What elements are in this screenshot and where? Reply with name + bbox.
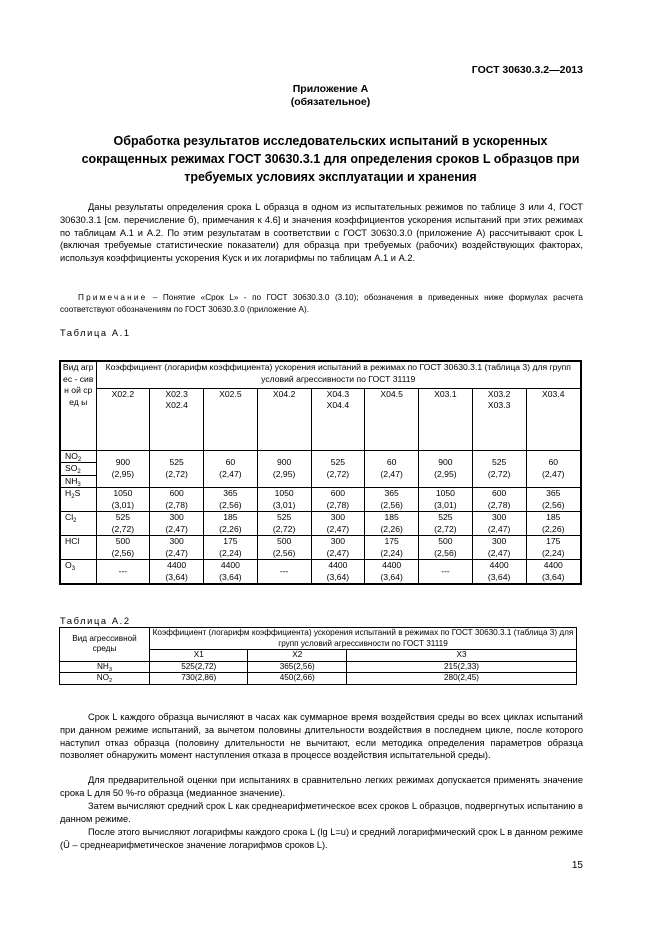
- body-paragraph-text: После этого вычисляют логарифмы каждого срока L (lg L=u) и средний логарифмический срок L в данном режиме (Ū – среднеарифметическое значение логарифмов сроков L).: [60, 827, 583, 850]
- table-a1: [59, 360, 582, 585]
- table-cell: [419, 512, 473, 536]
- table-cell: [526, 450, 581, 488]
- logarithm-value: (2,78): [326, 499, 350, 510]
- intro-text: Даны результаты определения срока L образца в одном из испытательных режимов по таблице 3 или 4, ГОСТ 30630.3.1 [см. перечисление б), примечания к 4.6] и значения коэффициентов ускорения испытаний при этих режимах по таблицам А.1 и А.2. По этим результатам в соответствии с ГОСТ 30630.3.0 (приложение А) рассчитывают срок L (включая требуемые статистические показатели) для образца при требуемых (рабочих) воздействующих факторах, используя коэффициенты ускорения Kуск и их логарифмы по таблицам А.1 и А.2.: [60, 202, 583, 264]
- logarithm-value: (3,64): [165, 571, 188, 582]
- logarithm-value: (3,64): [487, 571, 511, 582]
- logarithm-value: (2,47): [487, 547, 511, 558]
- table-column-header-row: [60, 388, 581, 450]
- coefficient-value: 600: [169, 488, 184, 498]
- coefficient-value: 300: [169, 536, 184, 546]
- coefficient-value: 900: [115, 457, 131, 468]
- table-cell: [257, 512, 311, 536]
- coefficient-value: 60: [386, 457, 397, 468]
- table-cell: [526, 560, 581, 585]
- coefficient-value: 175: [223, 536, 238, 546]
- coefficient-value: 4400: [167, 560, 187, 570]
- note-label: Примечание: [78, 293, 148, 302]
- table1-caption: Таблица А.1: [60, 328, 131, 338]
- body-paragraph-text: Для предварительной оценки при испытаниях в сравнительно легких режимах допускается применять значение срока L для 50 %-го образца (медианное значение).: [60, 775, 583, 798]
- logarithm-value: (2,56): [111, 547, 135, 558]
- table-cell: [472, 536, 526, 560]
- table-cell: [365, 512, 419, 536]
- coefficient-value: 525: [491, 457, 507, 468]
- table-cell: [365, 560, 419, 585]
- table-span-header: Коэффициент (логарифм коэффициента) ускорения испытаний в режимах по ГОСТ 30630.3.1 (таблица 3) для групп условий агрессивности по ГОСТ 31119: [96, 361, 581, 388]
- logarithm-value: (2,47): [219, 468, 242, 479]
- body-paragraph: [60, 826, 583, 852]
- table-span-header: Коэффициент (логарифм коэффициента) ускорения испытаний в режимах по ГОСТ 30630.3.1 (таблица 3) для групп условий агрессивности по ГОСТ 31119: [150, 628, 577, 650]
- logarithm-value: (2,72): [487, 468, 511, 479]
- env-label: $O_3$: [65, 560, 76, 572]
- table-cell: [204, 450, 258, 488]
- table-cell: 215(2,33): [347, 661, 577, 673]
- coefficient-value: 185: [223, 512, 238, 522]
- coefficient-value: 1050: [274, 488, 294, 498]
- table-cell: [96, 536, 150, 560]
- coefficient-value: 300: [491, 512, 507, 522]
- main-title: [60, 132, 601, 186]
- note: [60, 292, 583, 315]
- coefficient-value: 525: [438, 512, 453, 522]
- coefficient-value: 4400: [220, 560, 240, 570]
- table-cell: [365, 536, 419, 560]
- logarithm-value: (3,64): [219, 571, 242, 582]
- table-cell: [257, 560, 311, 585]
- table-a2: [59, 627, 577, 685]
- coefficient-value: 4400: [543, 560, 563, 570]
- body-paragraph: [60, 800, 583, 826]
- appendix-heading: [0, 83, 661, 109]
- coefficient-value: 300: [330, 512, 346, 522]
- table-cell: [150, 560, 204, 585]
- logarithm-value: (2,95): [111, 468, 135, 479]
- column-header: X02.5: [204, 388, 258, 450]
- page-number: 15: [571, 860, 583, 871]
- table-cell: [204, 560, 258, 585]
- coefficient-value: 365: [223, 488, 238, 498]
- table-cell: [311, 512, 365, 536]
- coefficient-value: 4400: [328, 560, 348, 570]
- logarithm-value: (2,56): [219, 499, 242, 510]
- table2-caption: Таблица А.2: [60, 616, 131, 626]
- logarithm-value: (3,01): [272, 499, 296, 510]
- table-cell: [311, 536, 365, 560]
- logarithm-value: (2,56): [542, 499, 565, 510]
- logarithm-value: (2,56): [434, 547, 457, 558]
- logarithm-value: (2,47): [487, 523, 511, 534]
- env-cell: [60, 560, 96, 585]
- table-cell: [472, 560, 526, 585]
- main-title-line: Обработка результатов исследовательских испытаний в ускоренных: [113, 134, 548, 148]
- table-cell: [150, 512, 204, 536]
- env-cell: $NO_2$: [60, 673, 150, 685]
- table-cell: [257, 450, 311, 488]
- table-header-row: [60, 361, 581, 388]
- logarithm-value: (2,56): [380, 499, 403, 510]
- env-label: $Cl_2$: [65, 512, 77, 524]
- coefficient-value: ---: [441, 565, 450, 576]
- env-cell: [60, 450, 96, 488]
- env-label: HCl: [65, 536, 80, 546]
- table-row-cl2: [60, 512, 581, 536]
- logarithm-value: (2,72): [165, 468, 188, 479]
- table-corner-header: Вид агрессивной среды: [60, 628, 150, 662]
- body-paragraph-text: Затем вычисляют средний срок L как среднеарифметическое всех сроков L образцов, подвергнутых испытанию в данном режиме.: [60, 801, 583, 824]
- main-title-line: сокращенных режимах ГОСТ 30630.3.1 для определения сроков L образцов при: [81, 152, 580, 166]
- coefficient-value: 525: [330, 457, 346, 468]
- column-header: X03.1: [419, 388, 473, 450]
- logarithm-value: (3,01): [111, 499, 135, 510]
- table-cell: [365, 488, 419, 512]
- coefficient-value: 600: [330, 488, 346, 498]
- column-header: X02.3 X02.4: [150, 388, 204, 450]
- table-cell: [204, 512, 258, 536]
- coefficient-value: 300: [169, 512, 184, 522]
- body-paragraph: [60, 774, 583, 800]
- coefficient-value: 500: [438, 536, 453, 546]
- coefficient-value: 1050: [435, 488, 455, 498]
- logarithm-value: (2,26): [219, 523, 242, 534]
- coefficient-value: 900: [276, 457, 292, 468]
- table-cell: [526, 512, 581, 536]
- table-cell: [257, 536, 311, 560]
- logarithm-value: (3,64): [326, 571, 350, 582]
- logarithm-value: (2,72): [326, 468, 350, 479]
- coefficient-value: 525: [276, 512, 292, 522]
- table-cell: 730(2,86): [150, 673, 248, 685]
- note-text: – Понятие «Срок L» - по ГОСТ 30630.3.0 (3.10); обозначения в приведенных ниже формулах расчета соответствуют обозначениям по ГОСТ 30630.3.0 (приложение А).: [60, 293, 583, 314]
- logarithm-value: (2,47): [165, 523, 188, 534]
- table-cell: 525(2,72): [150, 661, 248, 673]
- logarithm-value: (2,47): [380, 468, 403, 479]
- table-cell: [419, 536, 473, 560]
- coefficient-value: 60: [548, 457, 559, 468]
- logarithm-value: (3,64): [380, 571, 403, 582]
- table-row-no2: [60, 673, 577, 685]
- logarithm-value: (2,24): [219, 547, 242, 558]
- coefficient-value: 1050: [113, 488, 133, 498]
- column-header: X03.2 X03.3: [472, 388, 526, 450]
- logarithm-value: (3,64): [542, 571, 565, 582]
- coefficient-value: 900: [438, 457, 453, 468]
- env-cell: $NH_3$: [60, 661, 150, 673]
- body-paragraph-text: Срок L каждого образца вычисляют в часах как суммарное время воздействия среды во всех циклах испытаний при данном режиме испытаний, за вычетом половины длительности воздействия в последнем цикле, после которого наступил отказ образца (половину длительности не вычитают, если методика определения параметров образца позволяет обнаружить момент наступления отказа в процессе воздействия испытательной среды).: [60, 712, 583, 761]
- coefficient-value: 60: [225, 457, 236, 468]
- table-cell: 450(2,66): [248, 673, 347, 685]
- logarithm-value: (2,26): [542, 523, 565, 534]
- table-cell: [96, 450, 150, 488]
- table-cell: [96, 512, 150, 536]
- env-cell: [60, 488, 96, 512]
- coefficient-value: 525: [169, 457, 184, 468]
- coefficient-value: ---: [279, 565, 289, 576]
- table-cell: [365, 450, 419, 488]
- coefficient-value: 185: [546, 512, 561, 522]
- table-cell: [419, 560, 473, 585]
- table-cell: [204, 488, 258, 512]
- table-cell: [472, 512, 526, 536]
- coefficient-value: 500: [276, 536, 292, 546]
- table-cell: [311, 450, 365, 488]
- env-label: $SO_2$: [61, 463, 96, 476]
- table-cell: [96, 560, 150, 585]
- env-label: $NH_3$: [65, 475, 81, 488]
- table-cell: [526, 488, 581, 512]
- column-header: X04.5: [365, 388, 419, 450]
- table-cell: [419, 450, 473, 488]
- table-cell: [419, 488, 473, 512]
- table-cell: [472, 450, 526, 488]
- main-title-line: требуемых условиях эксплуатации и хранения: [184, 170, 477, 184]
- table-cell: [472, 488, 526, 512]
- table-header-row: [60, 628, 577, 650]
- column-header: X2: [248, 650, 347, 662]
- logarithm-value: (2,47): [542, 468, 565, 479]
- logarithm-value: (2,78): [487, 499, 511, 510]
- logarithm-value: (2,95): [272, 468, 296, 479]
- table-cell: [150, 450, 204, 488]
- column-header: X02.2: [96, 388, 150, 450]
- coefficient-value: 365: [546, 488, 561, 498]
- logarithm-value: (2,47): [326, 523, 350, 534]
- logarithm-value: (2,47): [326, 547, 350, 558]
- table-cell: [150, 488, 204, 512]
- logarithm-value: (2,24): [542, 547, 565, 558]
- logarithm-value: (2,26): [380, 523, 403, 534]
- coefficient-value: 500: [115, 536, 131, 546]
- table-cell: [311, 488, 365, 512]
- column-header: X03.4: [526, 388, 581, 450]
- appendix-status: (обязательное): [290, 96, 371, 108]
- env-label: $H_2S$: [65, 488, 81, 500]
- coefficient-value: 175: [546, 536, 561, 546]
- coefficient-value: 185: [384, 512, 399, 522]
- table-row-hcl: [60, 536, 581, 560]
- coefficient-value: 300: [491, 536, 507, 546]
- env-cell: [60, 512, 96, 536]
- table-cell: [526, 536, 581, 560]
- coefficient-value: 525: [115, 512, 131, 522]
- table-cell: 280(2,45): [347, 673, 577, 685]
- table-cell: [150, 536, 204, 560]
- table-row-no2-so2-nh3: [60, 450, 581, 488]
- logarithm-value: (2,72): [434, 523, 457, 534]
- table-row-o3: [60, 560, 581, 585]
- logarithm-value: (2,78): [165, 499, 188, 510]
- coefficient-value: 4400: [489, 560, 509, 570]
- body-paragraph: [60, 711, 583, 762]
- logarithm-value: (2,72): [111, 523, 135, 534]
- logarithm-value: (2,56): [272, 547, 296, 558]
- column-header: X1: [150, 650, 248, 662]
- coefficient-value: 4400: [382, 560, 402, 570]
- env-label: $NO_2$: [61, 451, 96, 464]
- column-header: X04.3 X04.4: [311, 388, 365, 450]
- intro-paragraph: [60, 201, 583, 265]
- env-cell: [60, 536, 96, 560]
- table-cell: [311, 560, 365, 585]
- logarithm-value: (2,95): [434, 468, 457, 479]
- logarithm-value: (2,72): [272, 523, 296, 534]
- coefficient-value: 175: [384, 536, 399, 546]
- coefficient-value: 365: [384, 488, 399, 498]
- table-row-nh3: [60, 661, 577, 673]
- logarithm-value: (2,24): [380, 547, 403, 558]
- logarithm-value: (2,47): [165, 547, 188, 558]
- logarithm-value: (3,01): [434, 499, 457, 510]
- coefficient-value: 600: [491, 488, 507, 498]
- coefficient-value: ---: [118, 565, 128, 576]
- column-header: X3: [347, 650, 577, 662]
- standard-code: ГОСТ 30630.3.2—2013: [471, 64, 583, 76]
- appendix-title: Приложение А: [292, 83, 369, 95]
- table-row-h2s: [60, 488, 581, 512]
- table-cell: [96, 488, 150, 512]
- column-header: X04.2: [257, 388, 311, 450]
- table-cell: 365(2,56): [248, 661, 347, 673]
- table-cell: [257, 488, 311, 512]
- table-corner-header: Вид агрес - сивн ой сред ы: [60, 361, 96, 450]
- table-cell: [204, 536, 258, 560]
- coefficient-value: 300: [330, 536, 346, 546]
